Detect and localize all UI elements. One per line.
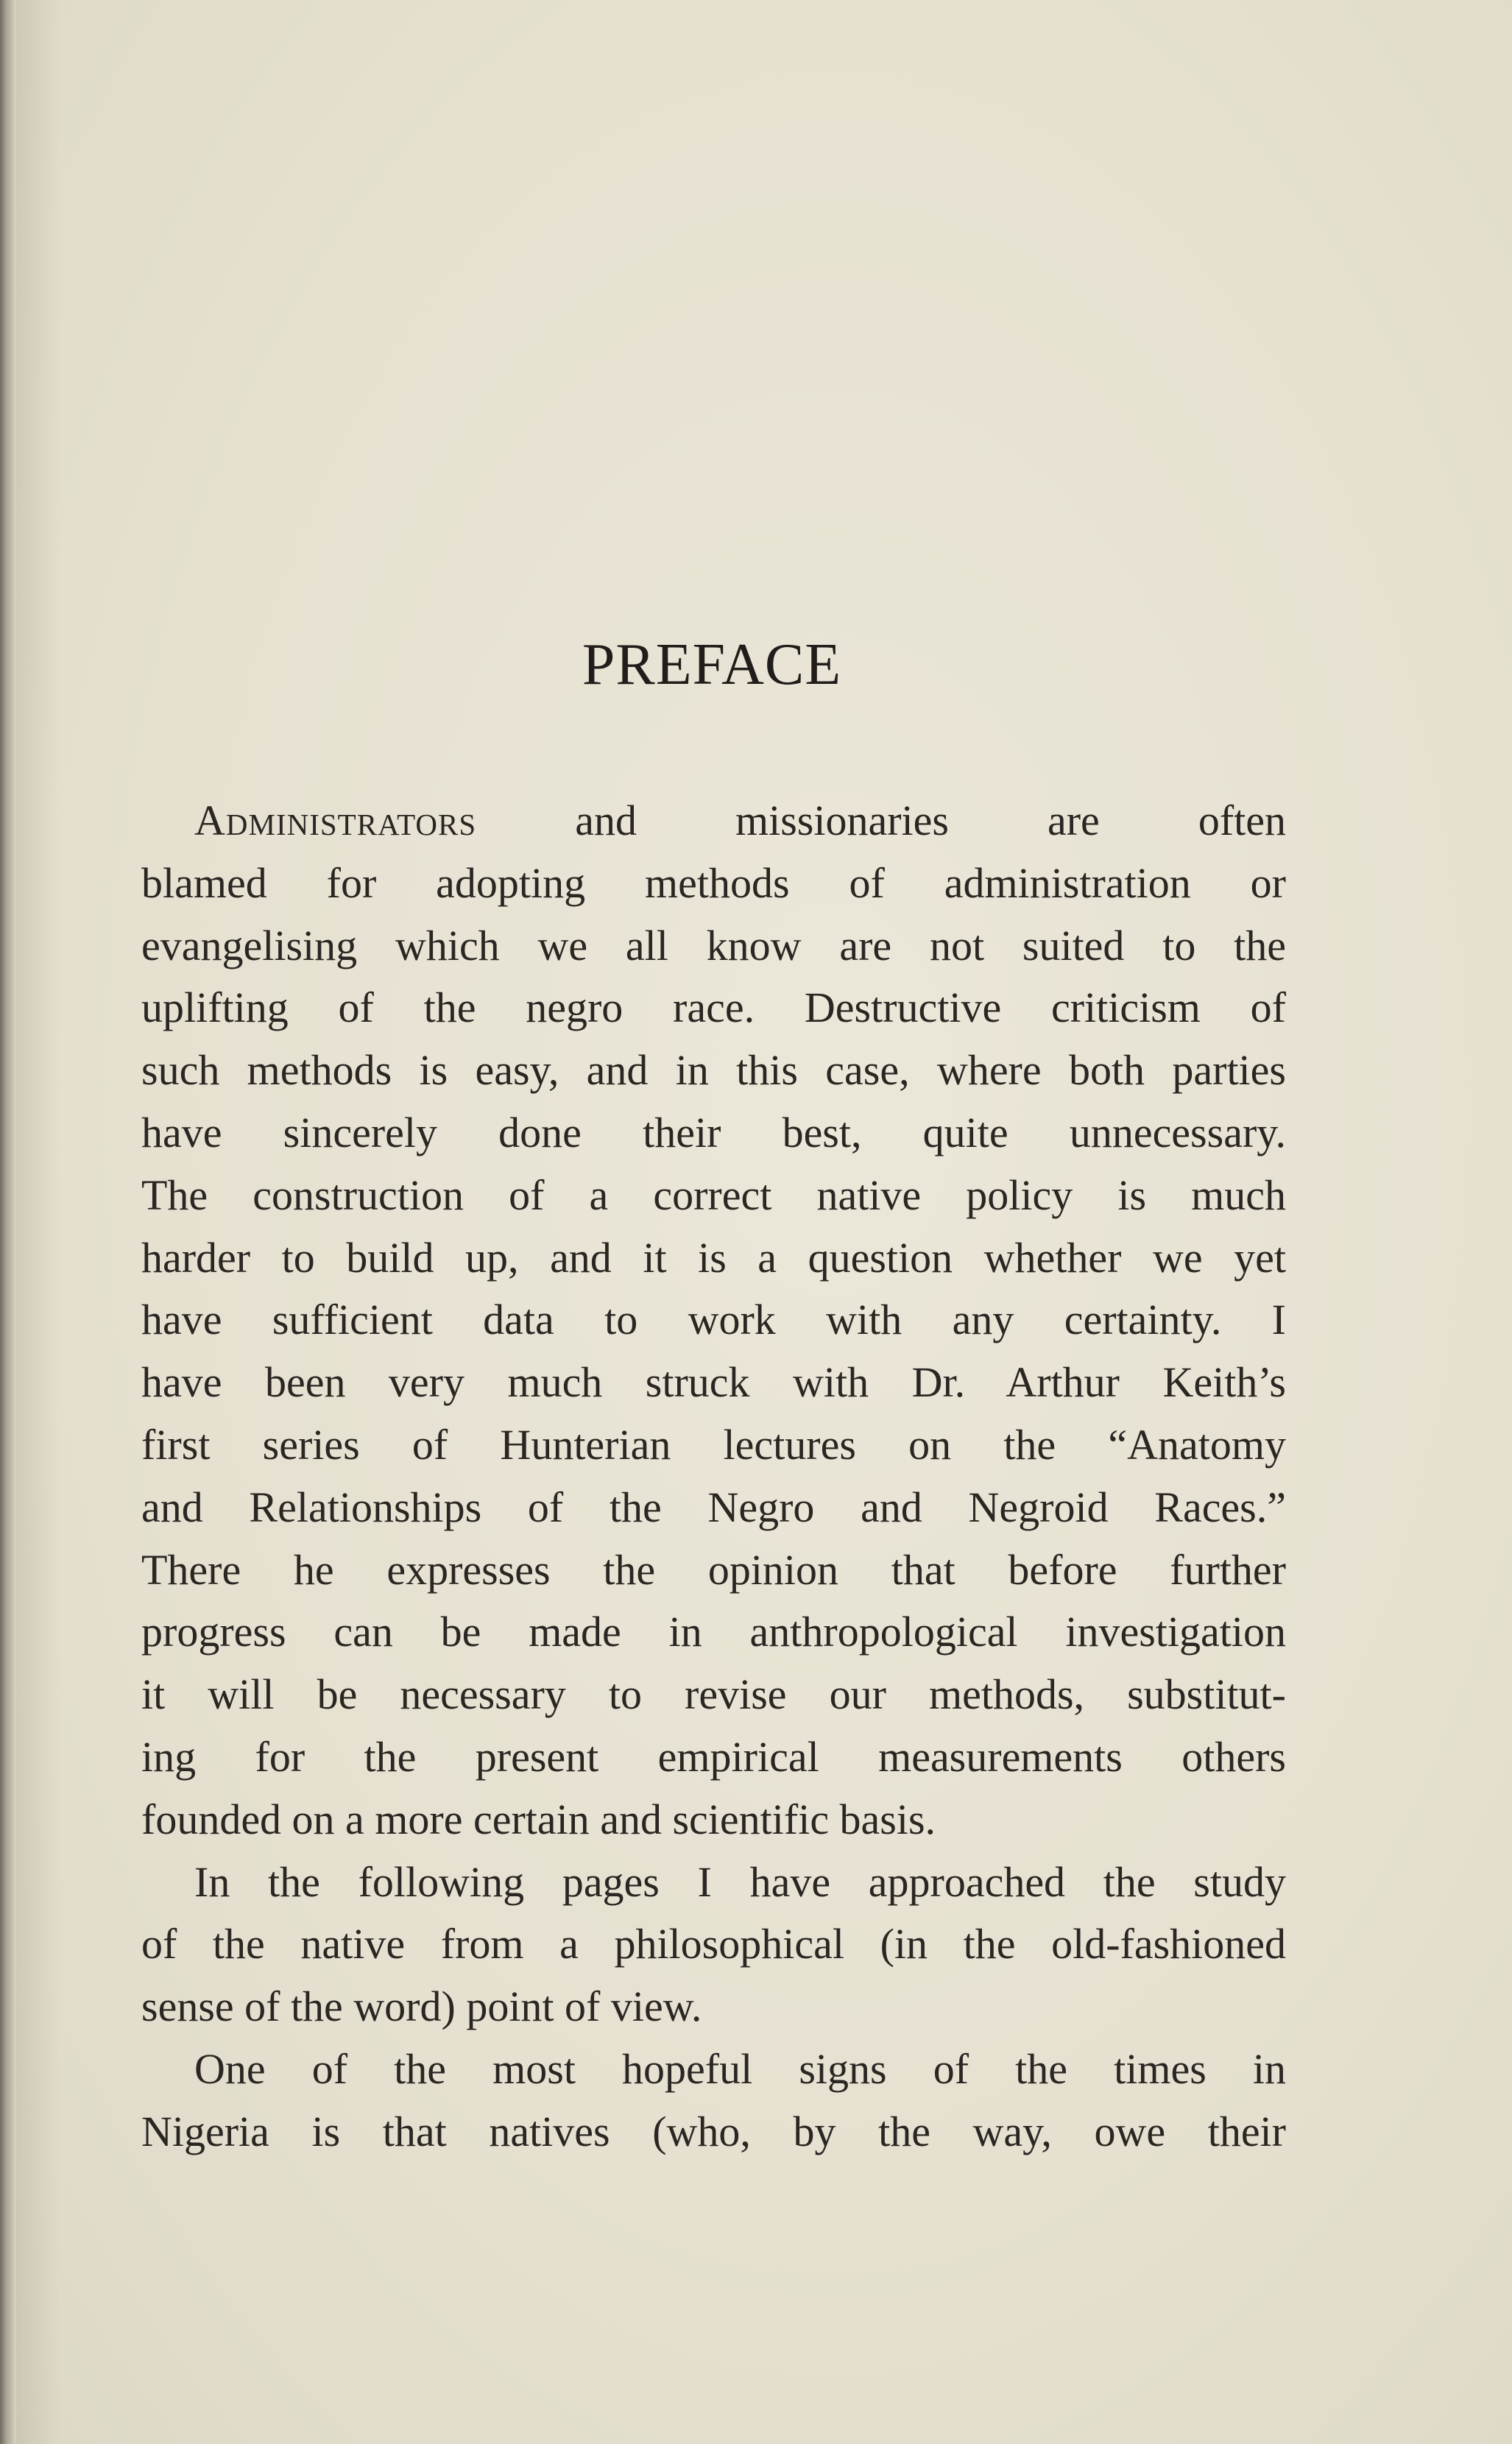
text-line: progress can be made in anthropological investigation: [141, 1608, 1286, 1656]
page-binding-shadow: [16, 0, 60, 2444]
text-line: evangelising which we all know are not suited to the: [141, 921, 1286, 970]
text-line: have sincerely done their best, quite unnecessary.: [141, 1108, 1286, 1156]
text-line: harder to build up, and it is a question whether we yet: [141, 1233, 1286, 1282]
text-line: founded on a more certain and scientific basis.: [141, 1795, 936, 1843]
text-line: Administrators and missionaries are often: [194, 797, 1286, 844]
text-line: Nigeria is that natives (who, by the way, owe their: [141, 2107, 1286, 2155]
text-line: such methods is easy, and in this case, where both parties: [141, 1046, 1286, 1095]
text-line: sense of the word) point of view.: [141, 1982, 702, 2031]
text-line: it will be necessary to revise our methods, substitut-: [141, 1670, 1286, 1719]
text-line: The construction of a correct native policy is much: [141, 1170, 1286, 1219]
text-line: and Relationships of the Negro and Negroid Races.”: [141, 1483, 1286, 1531]
text-line: have sufficient data to work with any certainty. I: [141, 1296, 1286, 1344]
text-line: have been very much struck with Dr. Arthur Keith’s: [141, 1358, 1286, 1407]
preface-body: [141, 790, 1286, 2164]
text-line: first series of Hunterian lectures on the “Anatomy: [141, 1420, 1286, 1469]
lead-word: Administrators: [194, 797, 477, 844]
text-line: of the native from a philosophical (in the old-fashioned: [141, 1920, 1286, 1968]
page-binding-edge: [0, 0, 16, 2444]
text-line: blamed for adopting methods of administration or: [141, 858, 1286, 907]
page-title: PREFACE: [582, 632, 842, 697]
text-line: In the following pages I have approached the study: [194, 1857, 1286, 1906]
text-line: There he expresses the opinion that before further: [141, 1545, 1286, 1594]
text-line: ing for the present empirical measurements others: [141, 1732, 1286, 1781]
text-line: uplifting of the negro race. Destructive criticism of: [141, 983, 1286, 1032]
text-line: One of the most hopeful signs of the times in: [194, 2044, 1286, 2093]
